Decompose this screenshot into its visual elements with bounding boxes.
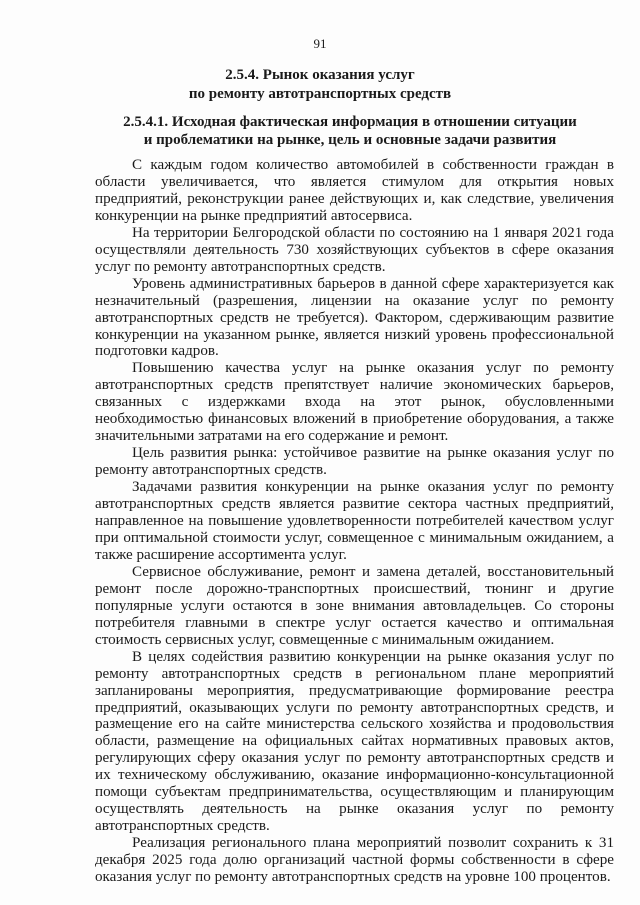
page-number: 91: [313, 36, 327, 51]
body-text: [95, 157, 614, 886]
paragraph-service-types: Сервисное обслуживание, ремонт и замена деталей, восстановительный ремонт после дорожно-транспортных происшествий, тюнинг и другие популярные услуги остаются в зоне внимания автовладельцев. Со стороны потребителя главными в спектре услуг остается качество и оптимальная стоимость сервисных услуг, совмещенные с минимальным ожиданием.: [95, 563, 614, 648]
paragraph-administrative-barriers: Уровень административных барьеров в данной сфере характеризуется как незначительный (разрешения, лицензии на оказание услуг по ремонту автотранспортных средств не требуется). Фактором, сдерживающим развитие конкуренции на указанном рынке, является низкий уровень профессиональной подготовки кадров.: [95, 275, 614, 360]
section-heading: [0, 66, 640, 104]
paragraph-market-goal: Цель развития рынка: устойчивое развитие на рынке оказания услуг по ремонту автотранспортных средств.: [95, 445, 614, 479]
section-heading-line-2: по ремонту автотранспортных средств: [188, 86, 452, 102]
subsection-heading: [100, 113, 600, 149]
paragraph-plan-outcome: Реализация регионального плана мероприятий позволит сохранить к 31 декабря 2025 года долю организаций частной формы собственности в сфере оказания услуг по ремонту автотранспортных средств на уровне 100 процентов.: [95, 835, 614, 886]
subsection-heading-line-1: 2.5.4.1. Исходная фактическая информация в отношении ситуации: [123, 114, 577, 130]
subsection-heading-line-2: и проблематики на рынке, цель и основные задачи развития: [143, 132, 557, 148]
paragraph-economic-barriers: Повышению качества услуг на рынке оказания услуг по ремонту автотранспортных средств препятствует наличие экономических барьеров, связанных с издержками входа на этот рынок, обусловленными необходимостью финансовых вложений в приобретение оборудования, а также значительными затратами на его содержание и ремонт.: [95, 360, 614, 445]
paragraph-car-ownership-growth: С каждым годом количество автомобилей в собственности граждан в области увеличивается, что является стимулом для открытия новых предприятий, реконструкции ранее действующих и, как следствие, увеличения конкуренции на рынке предприятий автосервиса.: [95, 157, 614, 224]
paragraph-development-tasks: Задачами развития конкуренции на рынке оказания услуг по ремонту автотранспортных средств является развитие сектора частных предприятий, направленное на повышение удовлетворенности потребителей качеством услуг при оптимальной стоимости услуг, совмещенное с минимальным ожиданием, а также расширение ассортимента услуг.: [95, 479, 614, 563]
paragraph-regional-plan-measures: В целях содействия развитию конкуренции на рынке оказания услуг по ремонту автотранспортных средств в региональном плане мероприятий запланированы мероприятия, предусматривающие формирование реестра предприятий, оказывающих услуги по ремонту автотранспортных средств, и размещение его на сайте министерства сельского хозяйства и продовольствия области, размещение на официальных сайтах нормативных правовых актов, регулирующих сферу оказания услуг по ремонту автотранспортных средств и их техническому обслуживанию, оказание информационно-консультационной помощи субъектам предпринимательства, осуществляющим и планирующим осуществлять деятельность на рынке оказания услуг по ремонту автотранспортных средств.: [95, 648, 614, 835]
paragraph-business-entities-count: На территории Белгородской области по состоянию на 1 января 2021 года осуществляли деятельность 730 хозяйствующих субъектов в сфере оказания услуг по ремонту автотранспортных средств.: [95, 224, 614, 275]
section-heading-line-1: 2.5.4. Рынок оказания услуг: [225, 67, 415, 83]
